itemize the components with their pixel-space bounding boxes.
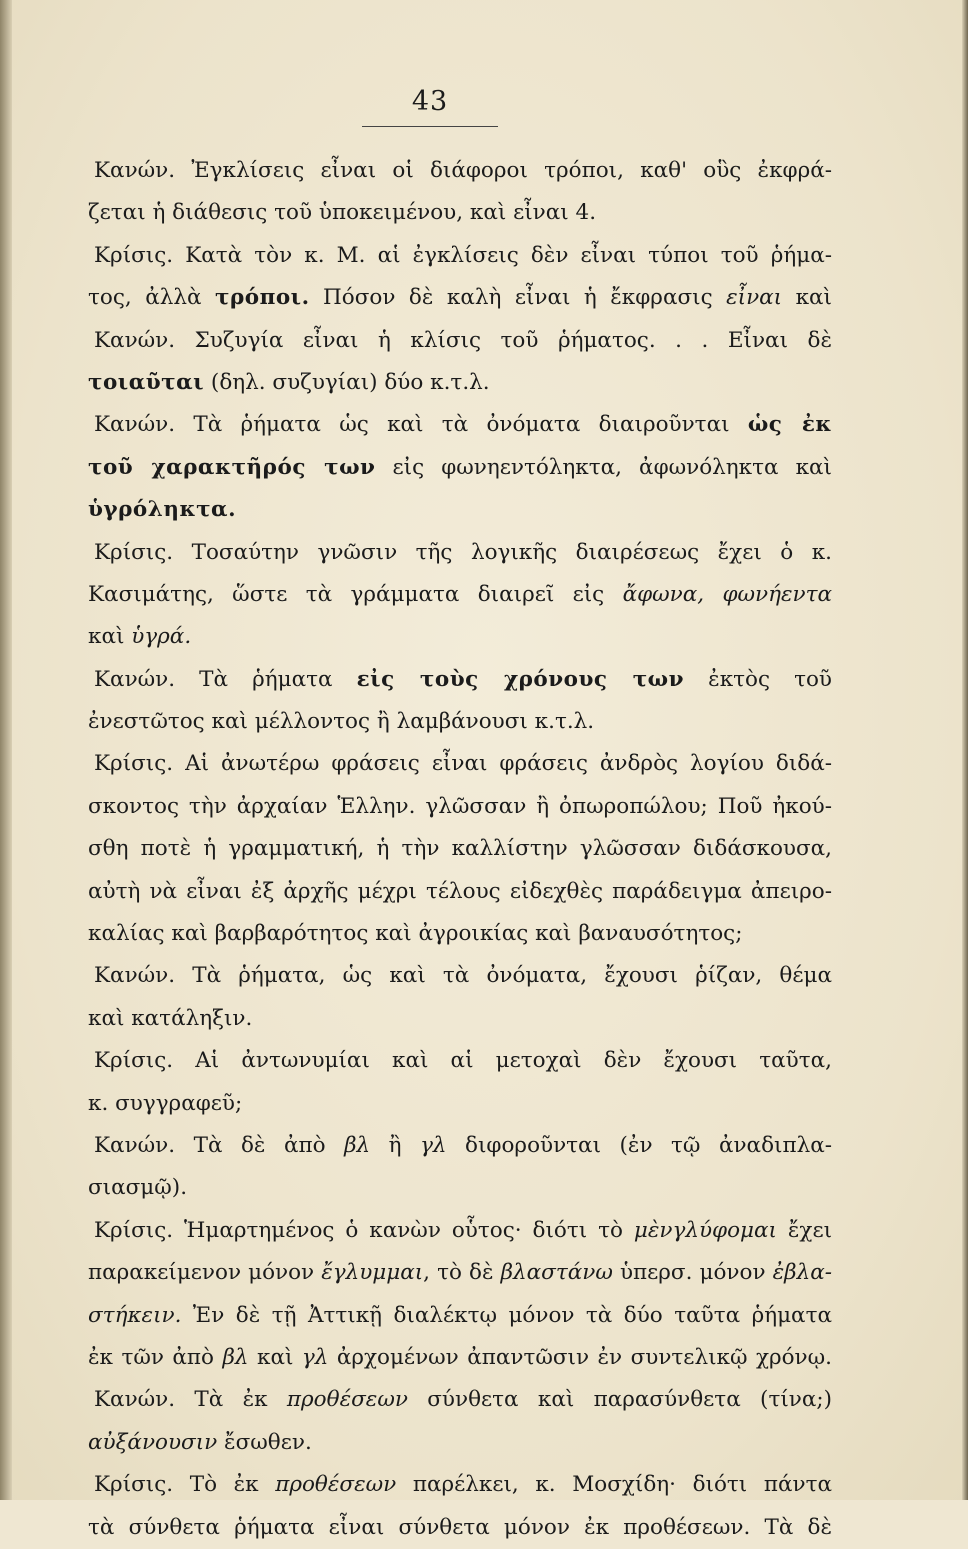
text-span: καὶ κατάληξιν. — [88, 1005, 253, 1031]
text-span: σύνθετα καὶ παρασύνθετα (τίνα;) — [407, 1387, 832, 1413]
text-span: παρακείμενον μόνον — [88, 1260, 322, 1286]
italic-span: γλ — [420, 1132, 447, 1158]
text-line — [88, 871, 832, 913]
bold-span: τοῦ χαρακτῆρός των — [88, 454, 376, 480]
italic-span: μὲνγλύφομαι — [633, 1217, 777, 1243]
italic-span: στήκειν. — [88, 1302, 182, 1328]
text-line — [88, 404, 832, 446]
text-span: ἐκτὸς τοῦ — [684, 666, 832, 692]
text-span: Κρίσις. Αἱ ἀνωτέρω φράσεις εἶναι φράσεις ἀνδρὸς λογίου διδά- — [94, 751, 832, 777]
text-span: Κανών. Τὰ δὲ ἀπὸ — [94, 1132, 345, 1158]
italic-span: βλ — [344, 1132, 371, 1158]
italic-span: εἶναι — [726, 285, 783, 311]
text-span: ἀρχομένων ἀπαντῶσιν ἐν συντελικῷ χρόνῳ. — [328, 1344, 832, 1370]
text-line — [88, 1040, 832, 1082]
text-line — [88, 1210, 832, 1252]
text-span: Ἐν δὲ τῇ Ἀττικῇ διαλέκτῳ μόνον τὰ δύο ταῦτα ῥήματα — [181, 1302, 832, 1328]
text-line — [88, 1464, 832, 1506]
italic-span: προθέσεων — [286, 1387, 408, 1413]
italic-span: ἐβλα- — [772, 1260, 832, 1286]
italic-span: βλαστάνω — [500, 1260, 613, 1286]
text-span: ἐνεστῶτος καὶ μέλλοντος ἢ λαμβάνουσι κ.τ.λ. — [88, 709, 595, 735]
italic-span: βλ — [222, 1344, 249, 1370]
text-line — [88, 1337, 832, 1379]
text-span: κ. συγγραφεῦ; — [88, 1090, 243, 1116]
text-span: σθη ποτὲ ἡ γραμματική, ἡ τὴν καλλίστην γλῶσσαν διδάσκουσα, — [88, 836, 832, 862]
text-span: τὰ σύνθετα ῥήματα εἶναι σύνθετα μόνον ἐκ προθέσεων. Τὰ δὲ — [88, 1514, 832, 1540]
bold-span: τοιαῦται — [88, 369, 205, 395]
text-line — [88, 701, 832, 743]
text-span: Κρίσις. Αἱ ἀντωνυμίαι καὶ αἱ μετοχαὶ δὲν ἔχουσι ταῦτα, — [94, 1048, 832, 1074]
text-line — [88, 362, 832, 404]
page-gutter-shadow — [0, 0, 12, 1500]
text-line — [88, 1379, 832, 1421]
text-span: Κρίσις. Ἡμαρτημένος ὁ κανὼν οὗτος· διότι τὸ — [94, 1217, 634, 1243]
text-line — [88, 828, 832, 870]
text-line — [88, 489, 832, 531]
text-line — [88, 1167, 832, 1209]
text-span: , τὸ δὲ — [423, 1260, 501, 1286]
bold-span: εἰς τοὺς χρόνους των — [356, 666, 685, 692]
text-line — [88, 1422, 832, 1464]
italic-span: ὑγρά. — [131, 624, 192, 650]
text-line — [88, 998, 832, 1040]
text-line — [88, 574, 832, 616]
italic-span: προθέσεων — [275, 1472, 397, 1498]
text-span: καὶ — [782, 285, 832, 311]
text-span: καὶ — [88, 624, 132, 650]
text-line — [88, 786, 832, 828]
header-rule — [362, 126, 498, 127]
text-span: παρέλκει, κ. Μοσχίδη· διότι πάντα — [396, 1472, 832, 1498]
text-span: διφοροῦνται (ἐν τῷ ἀναδιπλα- — [446, 1132, 832, 1158]
page-number: 43 — [411, 86, 449, 117]
text-line — [88, 1083, 832, 1125]
text-span: Κανών. Τὰ ῥήματα, ὡς καὶ τὰ ὀνόματα, ἔχουσι ῥίζαν, θέμα — [94, 963, 832, 989]
text-line — [88, 1507, 832, 1549]
text-line — [88, 150, 832, 192]
text-span: Κρίσις. Τὸ ἐκ — [94, 1472, 276, 1498]
text-span: Κανών. Τὰ ἐκ — [94, 1387, 287, 1413]
text-line — [88, 743, 832, 785]
text-line — [88, 616, 832, 658]
text-span: Κανών. Συζυγία εἶναι ἡ κλίσις τοῦ ῥήματος. . . Εἶναι δὲ — [94, 327, 832, 353]
text-span: Κρίσις. Τοσαύτην γνῶσιν τῆς λογικῆς διαιρέσεως ἔχει ὁ κ. — [94, 539, 832, 565]
text-span: σιασμῷ). — [88, 1175, 188, 1201]
text-span: καὶ — [248, 1344, 302, 1370]
text-span: ζεται ἡ διάθεσις τοῦ ὑποκειμένου, καὶ εἶναι 4. — [88, 200, 597, 226]
text-span: καλίας καὶ βαρβαρότητος καὶ ἀγροικίας καὶ βαναυσότητος; — [88, 921, 743, 947]
italic-span: αὐξάνουσιν — [88, 1429, 218, 1455]
page-edge-shadow — [962, 0, 968, 1500]
bold-span: ὑγρόληκτα. — [88, 497, 237, 523]
text-span: ἢ — [370, 1132, 421, 1158]
bold-span: ὡς ἐκ — [747, 412, 832, 438]
bold-span: τρόποι. — [214, 285, 310, 311]
text-span: αὐτὴ νὰ εἶναι ἐξ ἀρχῆς μέχρι τέλους εἰδεχθὲς παράδειγμα ἀπειρο- — [88, 878, 832, 904]
text-span: ὑπερσ. μόνον — [612, 1260, 773, 1286]
text-line — [88, 447, 832, 489]
text-line — [88, 913, 832, 955]
text-span: Πόσον δὲ καλὴ εἶναι ἡ ἔκφρασις — [309, 285, 727, 311]
text-line — [88, 1295, 832, 1337]
text-span: Κανών. Τὰ ῥήματα ὡς καὶ τὰ ὀνόματα διαιροῦνται — [94, 412, 748, 438]
text-span: Κρίσις. Κατὰ τὸν κ. Μ. αἱ ἐγκλίσεις δὲν εἶναι τύποι τοῦ ῥήμα- — [94, 242, 832, 268]
text-span: Κανών. Τὰ ῥήματα — [94, 666, 357, 692]
italic-span: ἄφωνα, φωνήεντα — [622, 581, 832, 607]
text-line — [88, 955, 832, 997]
italic-span: γλ — [301, 1344, 329, 1370]
text-span: (δηλ. συζυγίαι) δύο κ.τ.λ. — [204, 369, 490, 395]
body-text — [88, 150, 832, 1549]
text-span: Κασιμάτης, ὥστε τὰ γράμματα διαιρεῖ εἰς — [88, 581, 623, 607]
italic-span: ἔγλυμμαι — [321, 1260, 424, 1286]
text-span: ἔχει — [776, 1217, 832, 1243]
text-line — [88, 277, 832, 319]
text-line — [88, 192, 832, 234]
text-line — [88, 1125, 832, 1167]
text-line — [88, 235, 832, 277]
text-line — [88, 320, 832, 362]
text-span: εἰς φωνηεντόληκτα, ἀφωνόληκτα καὶ — [375, 454, 832, 480]
text-span: ἐκ τῶν ἀπὸ — [88, 1344, 223, 1370]
text-line — [88, 659, 832, 701]
text-span: τος, ἀλλὰ — [88, 285, 215, 311]
text-span: Κανών. Ἐγκλίσεις εἶναι οἱ διάφοροι τρόποι, καθ' οὓς ἐκφρά- — [94, 158, 832, 183]
text-span: σκοντος τὴν ἀρχαίαν Ἑλλην. γλῶσσαν ἢ ὀπωροπώλου; Ποῦ ἠκού- — [88, 793, 832, 819]
text-span: ἔσωθεν. — [217, 1429, 312, 1455]
text-line — [88, 532, 832, 574]
text-line — [88, 1252, 832, 1294]
